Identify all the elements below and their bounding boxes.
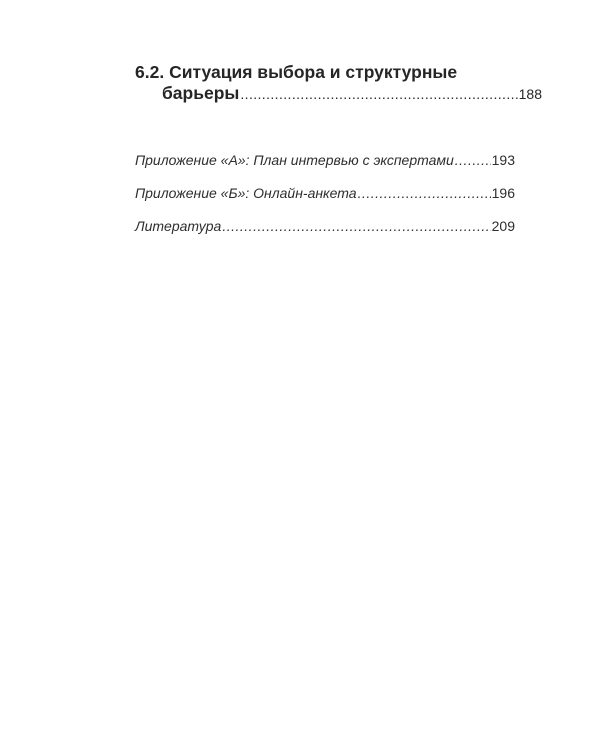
toc-row [135, 184, 515, 202]
toc-entry-appendix-b[interactable] [135, 184, 515, 202]
page-number: 209 [491, 218, 515, 234]
toc-entry-literature[interactable] [135, 217, 515, 235]
dot-leader [455, 151, 491, 169]
section-title-second: барьеры [162, 83, 240, 103]
table-of-contents [135, 62, 542, 234]
dot-leader [240, 84, 517, 105]
section-title-first: Ситуация выбора и структурные [169, 62, 458, 82]
page-number: 196 [491, 185, 515, 201]
section-title-line1 [135, 62, 515, 83]
entry-title: Приложение «Б»: Онлайн-анкета [135, 185, 357, 201]
dot-leader [358, 184, 491, 202]
page-number: 188 [518, 86, 542, 102]
toc-row [135, 151, 515, 169]
toc-entry-appendix-a[interactable] [135, 151, 515, 169]
section-title-line2 [135, 83, 542, 105]
dot-leader [222, 217, 490, 235]
toc-entry-section-6-2[interactable] [135, 62, 542, 105]
section-number: 6.2. [135, 62, 165, 82]
toc-row [135, 217, 515, 235]
page-number: 193 [491, 152, 515, 168]
entry-title: Литература [135, 218, 222, 234]
entry-title: Приложение «А»: План интервью с экспертами [135, 152, 454, 168]
